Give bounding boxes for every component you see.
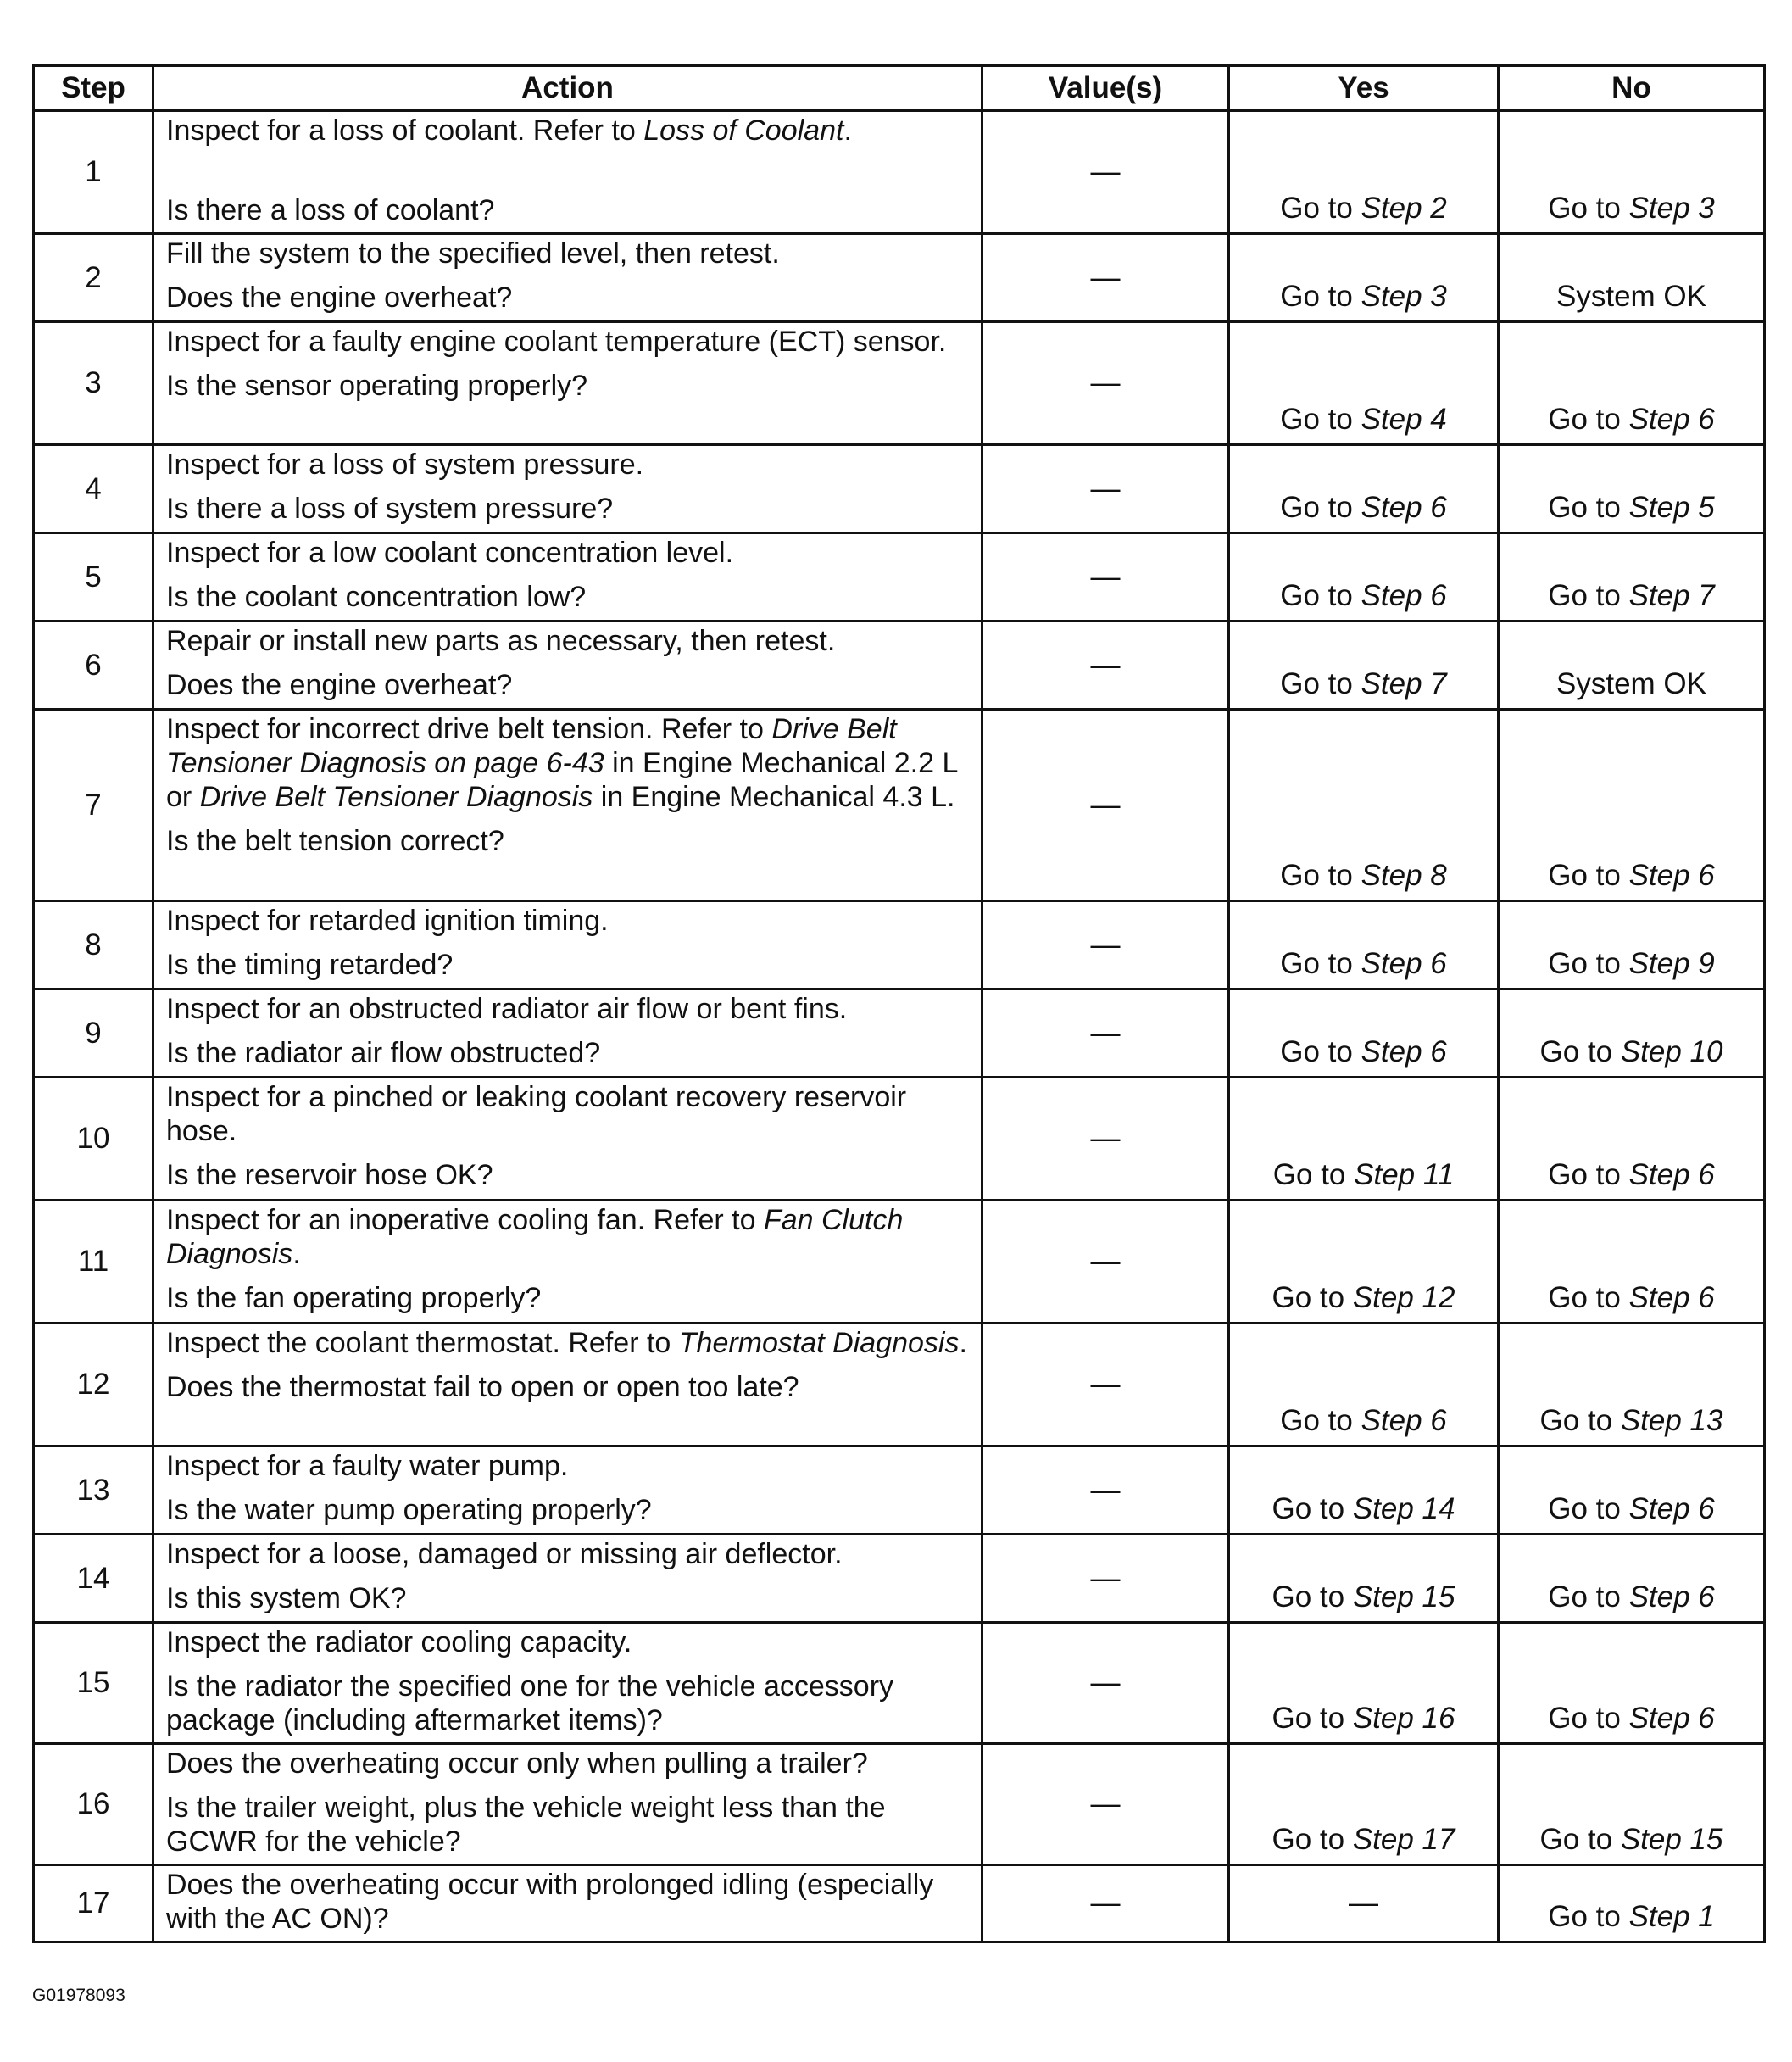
action-question: Is the trailer weight, plus the vehicle weight less than the GCWR for the vehicle? bbox=[166, 1792, 886, 1858]
step-number: 14 bbox=[34, 1535, 153, 1623]
action-text: in Engine Mechanical 4.3 L. bbox=[593, 781, 955, 813]
yes-result bbox=[1229, 1865, 1499, 1942]
action-instruction bbox=[166, 1747, 969, 1781]
no-result-step-ref: Step 1 bbox=[1628, 1900, 1715, 1933]
yes-result-text: Go to bbox=[1272, 1580, 1353, 1613]
no-result bbox=[1499, 1446, 1765, 1535]
no-result-step-ref: Step 15 bbox=[1620, 1823, 1723, 1856]
no-result bbox=[1499, 1744, 1765, 1865]
table-row bbox=[34, 621, 1765, 710]
action-instruction bbox=[166, 536, 969, 570]
action-question: Is the radiator air flow obstructed? bbox=[166, 1037, 601, 1069]
action-text: Inspect for a faulty engine coolant temperature (ECT) sensor. bbox=[166, 326, 947, 358]
action-question: Is there a loss of coolant? bbox=[166, 194, 495, 226]
action-text: . bbox=[959, 1327, 967, 1359]
action-instruction bbox=[166, 237, 969, 270]
value-cell: — bbox=[982, 621, 1229, 710]
no-result-text: Go to bbox=[1548, 859, 1629, 892]
yes-result-step-ref: Step 16 bbox=[1352, 1702, 1455, 1735]
action-reference: Drive Belt Tensioner Diagnosis on page 6-43 bbox=[166, 713, 897, 779]
table-row bbox=[34, 322, 1765, 445]
action-text: Repair or install new parts as necessary, then retest. bbox=[166, 625, 836, 657]
action-cell bbox=[153, 989, 982, 1078]
yes-result-step-ref: Step 2 bbox=[1361, 192, 1447, 225]
table-row bbox=[34, 111, 1765, 234]
action-question: Is the water pump operating properly? bbox=[166, 1494, 652, 1526]
yes-result-text: Go to bbox=[1272, 1702, 1353, 1735]
no-result bbox=[1499, 1201, 1765, 1324]
no-result-text: System OK bbox=[1556, 667, 1706, 700]
no-result-text: Go to bbox=[1548, 1158, 1629, 1191]
yes-result-step-ref: Step 6 bbox=[1361, 491, 1447, 524]
action-text: Inspect for retarded ignition timing. bbox=[166, 905, 609, 937]
no-result-text: Go to bbox=[1548, 1580, 1629, 1613]
yes-result-step-ref: Step 6 bbox=[1361, 947, 1447, 980]
action-text: Inspect for an inoperative cooling fan. Refer to bbox=[166, 1204, 764, 1236]
yes-result-text: Go to bbox=[1272, 1823, 1353, 1856]
no-result-step-ref: Step 13 bbox=[1620, 1404, 1723, 1437]
yes-result-text: Go to bbox=[1280, 667, 1361, 700]
yes-result-step-ref: Step 12 bbox=[1352, 1281, 1455, 1314]
table-row bbox=[34, 989, 1765, 1078]
yes-result-text: — bbox=[1349, 1886, 1378, 1920]
no-result-step-ref: Step 6 bbox=[1628, 1580, 1715, 1613]
yes-result bbox=[1229, 1446, 1499, 1535]
table-row bbox=[34, 1446, 1765, 1535]
action-instruction bbox=[166, 1203, 969, 1271]
yes-result bbox=[1229, 1623, 1499, 1744]
table-row bbox=[34, 1324, 1765, 1446]
no-result-step-ref: Step 6 bbox=[1628, 1281, 1715, 1314]
no-result-text: System OK bbox=[1556, 280, 1706, 313]
yes-result-text: Go to bbox=[1280, 947, 1361, 980]
step-number: 12 bbox=[34, 1324, 153, 1446]
value-cell: — bbox=[982, 445, 1229, 533]
yes-result-text: Go to bbox=[1272, 1158, 1355, 1191]
action-text: Does the overheating occur with prolonged idling (especially with the AC ON)? bbox=[166, 1869, 934, 1935]
header-yes: Yes bbox=[1229, 66, 1499, 111]
action-instruction bbox=[166, 712, 969, 814]
action-cell bbox=[153, 1865, 982, 1942]
yes-result bbox=[1229, 111, 1499, 234]
action-text: in Engine Mechanical 2.2 L or bbox=[166, 747, 958, 813]
step-number: 9 bbox=[34, 989, 153, 1078]
no-result-step-ref: Step 3 bbox=[1628, 192, 1715, 225]
value-cell: — bbox=[982, 1744, 1229, 1865]
action-instruction bbox=[166, 1449, 969, 1483]
table-row bbox=[34, 901, 1765, 989]
no-result-text: Go to bbox=[1548, 1281, 1629, 1314]
action-text: Inspect for a loss of coolant. Refer to bbox=[166, 114, 644, 147]
no-result bbox=[1499, 1623, 1765, 1744]
no-result-text: Go to bbox=[1539, 1823, 1621, 1856]
action-text: Fill the system to the specified level, then retest. bbox=[166, 237, 780, 270]
yes-result-step-ref: Step 14 bbox=[1352, 1492, 1455, 1525]
action-reference: Fan Clutch Diagnosis bbox=[166, 1204, 904, 1270]
action-instruction bbox=[166, 624, 969, 658]
action-text: Inspect for a pinched or leaking coolant recovery reservoir hose. bbox=[166, 1081, 907, 1147]
action-question: Is the coolant concentration low? bbox=[166, 581, 587, 613]
no-result bbox=[1499, 1865, 1765, 1942]
step-number: 13 bbox=[34, 1446, 153, 1535]
yes-result bbox=[1229, 1744, 1499, 1865]
no-result-step-ref: Step 9 bbox=[1628, 947, 1715, 980]
no-result-text: Go to bbox=[1548, 947, 1629, 980]
action-instruction bbox=[166, 992, 969, 1026]
value-cell: — bbox=[982, 989, 1229, 1078]
value-cell: — bbox=[982, 1201, 1229, 1324]
yes-result-step-ref: Step 8 bbox=[1361, 859, 1447, 892]
no-result-step-ref: Step 7 bbox=[1628, 579, 1715, 612]
yes-result-step-ref: Step 11 bbox=[1354, 1158, 1455, 1191]
no-result bbox=[1499, 901, 1765, 989]
action-reference: Drive Belt Tensioner Diagnosis bbox=[199, 781, 593, 813]
no-result-text: Go to bbox=[1548, 1900, 1629, 1933]
action-text: Inspect for an obstructed radiator air flow or bent fins. bbox=[166, 993, 848, 1025]
action-cell bbox=[153, 710, 982, 901]
header-step: Step bbox=[34, 66, 153, 111]
no-result bbox=[1499, 989, 1765, 1078]
action-cell bbox=[153, 445, 982, 533]
action-cell bbox=[153, 1446, 982, 1535]
action-cell bbox=[153, 111, 982, 234]
step-number: 17 bbox=[34, 1865, 153, 1942]
step-number: 8 bbox=[34, 901, 153, 989]
diagnostic-table bbox=[32, 64, 1766, 1943]
action-reference: Loss of Coolant bbox=[643, 114, 844, 147]
action-question: Is the sensor operating properly? bbox=[166, 370, 588, 402]
action-cell bbox=[153, 533, 982, 621]
yes-result bbox=[1229, 1535, 1499, 1623]
step-number: 11 bbox=[34, 1201, 153, 1324]
action-question: Is the radiator the specified one for the vehicle accessory package (including aftermarket items)? bbox=[166, 1670, 894, 1736]
no-result bbox=[1499, 1078, 1765, 1201]
header-action: Action bbox=[153, 66, 982, 111]
no-result-step-ref: Step 10 bbox=[1620, 1035, 1723, 1068]
no-result bbox=[1499, 445, 1765, 533]
table-row bbox=[34, 533, 1765, 621]
yes-result bbox=[1229, 445, 1499, 533]
table-body bbox=[34, 111, 1765, 1942]
action-text: Inspect the coolant thermostat. Refer to bbox=[166, 1327, 679, 1359]
yes-result bbox=[1229, 989, 1499, 1078]
yes-result-text: Go to bbox=[1280, 859, 1361, 892]
step-number: 15 bbox=[34, 1623, 153, 1744]
no-result-step-ref: Step 6 bbox=[1628, 859, 1715, 892]
action-instruction bbox=[166, 448, 969, 482]
header-values: Value(s) bbox=[982, 66, 1229, 111]
action-question: Is the timing retarded? bbox=[166, 949, 454, 981]
table-row bbox=[34, 1865, 1765, 1942]
yes-result bbox=[1229, 1324, 1499, 1446]
action-cell bbox=[153, 1324, 982, 1446]
action-cell bbox=[153, 322, 982, 445]
yes-result-step-ref: Step 6 bbox=[1361, 579, 1447, 612]
action-text: Inspect for a loss of system pressure. bbox=[166, 449, 644, 481]
yes-result-step-ref: Step 17 bbox=[1352, 1823, 1455, 1856]
no-result-text: Go to bbox=[1548, 491, 1629, 524]
no-result-text: Go to bbox=[1548, 579, 1629, 612]
yes-result-text: Go to bbox=[1280, 1404, 1361, 1437]
no-result-text: Go to bbox=[1548, 403, 1629, 436]
table-row bbox=[34, 445, 1765, 533]
yes-result bbox=[1229, 621, 1499, 710]
no-result bbox=[1499, 1535, 1765, 1623]
yes-result-text: Go to bbox=[1280, 403, 1361, 436]
action-instruction bbox=[166, 1326, 969, 1360]
no-result-step-ref: Step 6 bbox=[1628, 1702, 1715, 1735]
table-row bbox=[34, 1201, 1765, 1324]
yes-result-text: Go to bbox=[1272, 1492, 1353, 1525]
step-number: 16 bbox=[34, 1744, 153, 1865]
table-row bbox=[34, 1623, 1765, 1744]
no-result-text: Go to bbox=[1548, 1702, 1629, 1735]
action-cell bbox=[153, 1744, 982, 1865]
yes-result bbox=[1229, 901, 1499, 989]
table-row bbox=[34, 1744, 1765, 1865]
step-number: 4 bbox=[34, 445, 153, 533]
yes-result-text: Go to bbox=[1280, 491, 1361, 524]
step-number: 3 bbox=[34, 322, 153, 445]
step-number: 1 bbox=[34, 111, 153, 234]
value-cell: — bbox=[982, 322, 1229, 445]
yes-result-step-ref: Step 7 bbox=[1361, 667, 1447, 700]
yes-result-text: Go to bbox=[1280, 280, 1361, 313]
action-instruction bbox=[166, 1625, 969, 1659]
yes-result bbox=[1229, 1078, 1499, 1201]
yes-result bbox=[1229, 1201, 1499, 1324]
action-question: Is there a loss of system pressure? bbox=[166, 493, 614, 525]
value-cell: — bbox=[982, 234, 1229, 322]
yes-result bbox=[1229, 710, 1499, 901]
action-question: Does the engine overheat? bbox=[166, 669, 513, 701]
no-result-step-ref: Step 6 bbox=[1628, 1492, 1715, 1525]
no-result bbox=[1499, 621, 1765, 710]
table-row bbox=[34, 1078, 1765, 1201]
yes-result bbox=[1229, 533, 1499, 621]
no-result bbox=[1499, 710, 1765, 901]
yes-result-text: Go to bbox=[1272, 1281, 1353, 1314]
action-text: Inspect for a loose, damaged or missing air deflector. bbox=[166, 1538, 843, 1570]
value-cell: — bbox=[982, 533, 1229, 621]
yes-result-text: Go to bbox=[1280, 1035, 1361, 1068]
yes-result-step-ref: Step 4 bbox=[1361, 403, 1447, 436]
table-row bbox=[34, 1535, 1765, 1623]
no-result bbox=[1499, 111, 1765, 234]
header-no: No bbox=[1499, 66, 1765, 111]
yes-result bbox=[1229, 234, 1499, 322]
header-row bbox=[34, 66, 1765, 111]
action-question: Does the engine overheat? bbox=[166, 281, 513, 314]
no-result-step-ref: Step 5 bbox=[1628, 491, 1715, 524]
no-result-text: Go to bbox=[1539, 1035, 1621, 1068]
step-number: 10 bbox=[34, 1078, 153, 1201]
no-result-text: Go to bbox=[1539, 1404, 1621, 1437]
action-cell bbox=[153, 1078, 982, 1201]
step-number: 5 bbox=[34, 533, 153, 621]
step-number: 6 bbox=[34, 621, 153, 710]
action-question: Is the fan operating properly? bbox=[166, 1282, 542, 1314]
value-cell: — bbox=[982, 1446, 1229, 1535]
yes-result-text: Go to bbox=[1280, 192, 1361, 225]
action-question: Is the belt tension correct? bbox=[166, 825, 504, 857]
yes-result-step-ref: Step 6 bbox=[1361, 1035, 1447, 1068]
value-cell: — bbox=[982, 1324, 1229, 1446]
action-cell bbox=[153, 901, 982, 989]
yes-result-step-ref: Step 15 bbox=[1352, 1580, 1455, 1613]
action-instruction bbox=[166, 325, 969, 359]
yes-result-step-ref: Step 3 bbox=[1361, 280, 1447, 313]
value-cell: — bbox=[982, 710, 1229, 901]
action-text: Inspect for a low coolant concentration level. bbox=[166, 537, 734, 569]
action-cell bbox=[153, 234, 982, 322]
action-cell bbox=[153, 1623, 982, 1744]
no-result-step-ref: Step 6 bbox=[1628, 1158, 1715, 1191]
action-text: Inspect the radiator cooling capacity. bbox=[166, 1626, 632, 1658]
yes-result-step-ref: Step 6 bbox=[1361, 1404, 1447, 1437]
no-result-text: Go to bbox=[1548, 1492, 1629, 1525]
action-cell bbox=[153, 621, 982, 710]
no-result-step-ref: Step 6 bbox=[1628, 403, 1715, 436]
action-instruction bbox=[166, 1868, 969, 1936]
step-number: 2 bbox=[34, 234, 153, 322]
value-cell: — bbox=[982, 1865, 1229, 1942]
value-cell: — bbox=[982, 111, 1229, 234]
yes-result bbox=[1229, 322, 1499, 445]
action-reference: Thermostat Diagnosis bbox=[678, 1327, 960, 1359]
no-result bbox=[1499, 322, 1765, 445]
no-result bbox=[1499, 533, 1765, 621]
table-row bbox=[34, 234, 1765, 322]
action-instruction bbox=[166, 114, 969, 148]
action-question: Does the thermostat fail to open or open too late? bbox=[166, 1371, 799, 1403]
value-cell: — bbox=[982, 1623, 1229, 1744]
action-cell bbox=[153, 1535, 982, 1623]
action-question: Is the reservoir hose OK? bbox=[166, 1159, 493, 1191]
no-result-text: Go to bbox=[1548, 192, 1629, 225]
value-cell: — bbox=[982, 1078, 1229, 1201]
table-row bbox=[34, 710, 1765, 901]
figure-id: G01978093 bbox=[32, 1986, 125, 2005]
value-cell: — bbox=[982, 1535, 1229, 1623]
no-result bbox=[1499, 234, 1765, 322]
action-cell bbox=[153, 1201, 982, 1324]
value-cell: — bbox=[982, 901, 1229, 989]
action-text: Inspect for incorrect drive belt tension. Refer to bbox=[166, 713, 772, 745]
action-instruction bbox=[166, 1537, 969, 1571]
action-instruction bbox=[166, 1080, 969, 1148]
no-result bbox=[1499, 1324, 1765, 1446]
step-number: 7 bbox=[34, 710, 153, 901]
yes-result-text: Go to bbox=[1280, 579, 1361, 612]
action-text: . bbox=[843, 114, 852, 147]
action-text: . bbox=[292, 1238, 301, 1270]
action-instruction bbox=[166, 904, 969, 938]
action-text: Does the overheating occur only when pulling a trailer? bbox=[166, 1747, 868, 1780]
action-question: Is this system OK? bbox=[166, 1582, 407, 1614]
action-text: Inspect for a faulty water pump. bbox=[166, 1450, 569, 1482]
